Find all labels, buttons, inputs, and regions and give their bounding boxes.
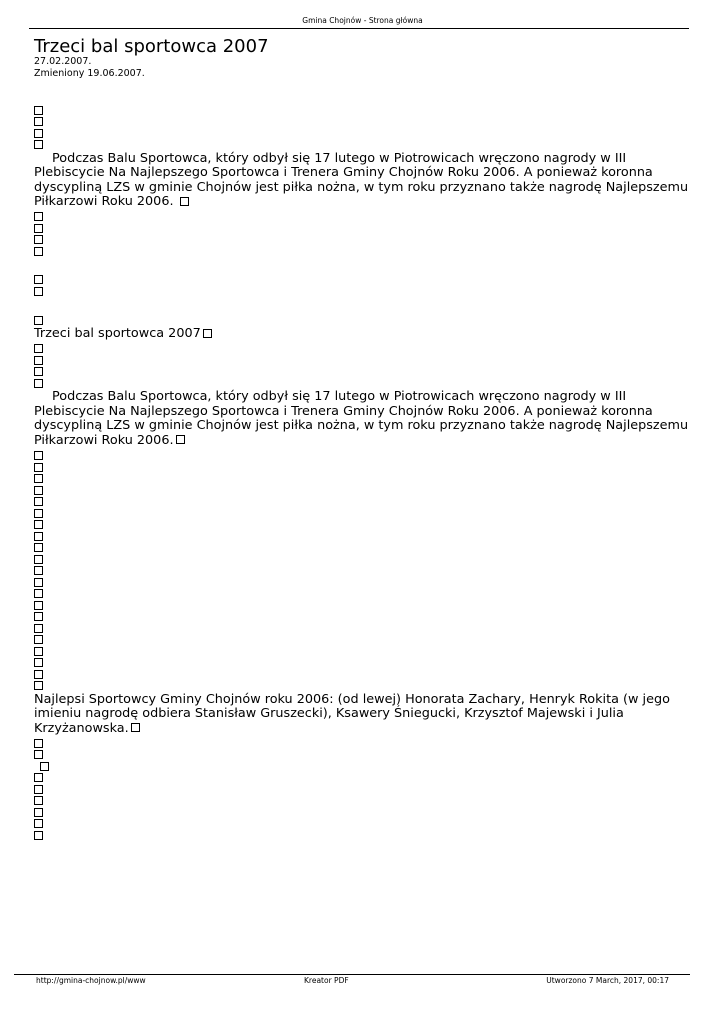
footer-divider	[14, 974, 690, 975]
missing-glyph-box	[34, 275, 43, 284]
page-header-title: Gmina Chojnów - Strona główna	[302, 16, 423, 25]
missing-glyph-box	[34, 589, 43, 598]
missing-glyph-box	[34, 555, 43, 564]
missing-glyph-box	[34, 601, 43, 610]
footer-generator: Kreator PDF	[304, 976, 349, 985]
missing-glyph-box	[34, 532, 43, 541]
missing-glyph-box	[34, 831, 43, 840]
missing-glyph-box	[34, 773, 43, 782]
photo-caption: Najlepsi Sportowcy Gminy Chojnów roku 2006: (od lewej) Honorata Zachary, Henryk Rokita (w jego imieniu nagrodę odbiera Stanisław Gruszecki), Ksawery Śniegucki, Krzysztof Majewski i Julia Krzyżanowska.	[34, 691, 670, 736]
article-modified-date: Zmieniony 19.06.2007.	[34, 68, 145, 79]
missing-glyph-box	[34, 316, 43, 325]
missing-glyph-box	[34, 235, 43, 244]
missing-glyph-box	[34, 681, 43, 690]
missing-glyph-box	[34, 635, 43, 644]
missing-glyph-box	[34, 819, 43, 828]
missing-glyph-box	[34, 224, 43, 233]
missing-glyph-box	[203, 329, 212, 338]
missing-glyph-box	[34, 509, 43, 518]
missing-glyph-box	[34, 463, 43, 472]
article-title: Trzeci bal sportowca 2007	[34, 36, 269, 57]
missing-glyph-box	[180, 197, 189, 206]
missing-glyph-box	[34, 578, 43, 587]
missing-glyph-box	[176, 435, 185, 444]
missing-glyph-box	[34, 520, 43, 529]
missing-glyph-box	[34, 486, 43, 495]
missing-glyph-box	[34, 287, 43, 296]
missing-glyph-box	[34, 356, 43, 365]
missing-glyph-box	[34, 750, 43, 759]
missing-glyph-box	[34, 117, 43, 126]
missing-glyph-box	[34, 624, 43, 633]
missing-glyph-box	[34, 658, 43, 667]
article-paragraph: Podczas Balu Sportowca, który odbył się 17 lutego w Piotrowicach wręczono nagrody w III Plebiscycie Na Najlepszego Sportowca i Trenera Gminy Chojnów Roku 2006. A ponieważ koronna dyscypliną LZS w gminie Chojnów jest piłka nożna, w tym roku przyznano także nagrodę Najlepszemu Piłkarzowi Roku 2006.	[34, 150, 689, 210]
missing-glyph-box	[34, 344, 43, 353]
missing-glyph-box	[34, 670, 43, 679]
article-body	[34, 103, 694, 842]
article-paragraph: Podczas Balu Sportowca, który odbył się 17 lutego w Piotrowicach wręczono nagrody w III Plebiscycie Na Najlepszego Sportowca i Trenera Gminy Chojnów Roku 2006. A ponieważ koronna dyscypliną LZS w gminie Chojnów jest piłka nożna, w tym roku przyznano także nagrodę Najlepszemu Piłkarzowi Roku 2006.	[34, 389, 689, 448]
header-divider	[29, 28, 689, 29]
missing-glyph-box	[131, 723, 140, 732]
missing-glyph-box	[34, 129, 43, 138]
missing-glyph-box	[34, 808, 43, 817]
missing-glyph-box	[34, 543, 43, 552]
missing-glyph-box	[34, 247, 43, 256]
missing-glyph-box	[34, 212, 43, 221]
article-subtitle: Trzeci bal sportowca 2007	[34, 327, 694, 342]
missing-glyph-box	[34, 566, 43, 575]
missing-glyph-box	[34, 739, 43, 748]
missing-glyph-box	[34, 612, 43, 621]
missing-glyph-box	[34, 451, 43, 460]
footer-created-date: Utworzono 7 March, 2017, 00:17	[546, 976, 669, 985]
missing-glyph-box	[34, 367, 43, 376]
missing-glyph-box	[40, 762, 49, 771]
missing-glyph-box	[34, 796, 43, 805]
missing-glyph-box	[34, 474, 43, 483]
missing-glyph-box	[34, 647, 43, 656]
missing-glyph-box	[34, 140, 43, 149]
missing-glyph-box	[34, 785, 43, 794]
missing-glyph-box	[34, 379, 43, 388]
article-date: 27.02.2007.	[34, 56, 92, 67]
footer-url: http://gmina-chojnow.pl/www	[36, 976, 146, 985]
missing-glyph-box	[34, 106, 43, 115]
missing-glyph-box	[34, 497, 43, 506]
